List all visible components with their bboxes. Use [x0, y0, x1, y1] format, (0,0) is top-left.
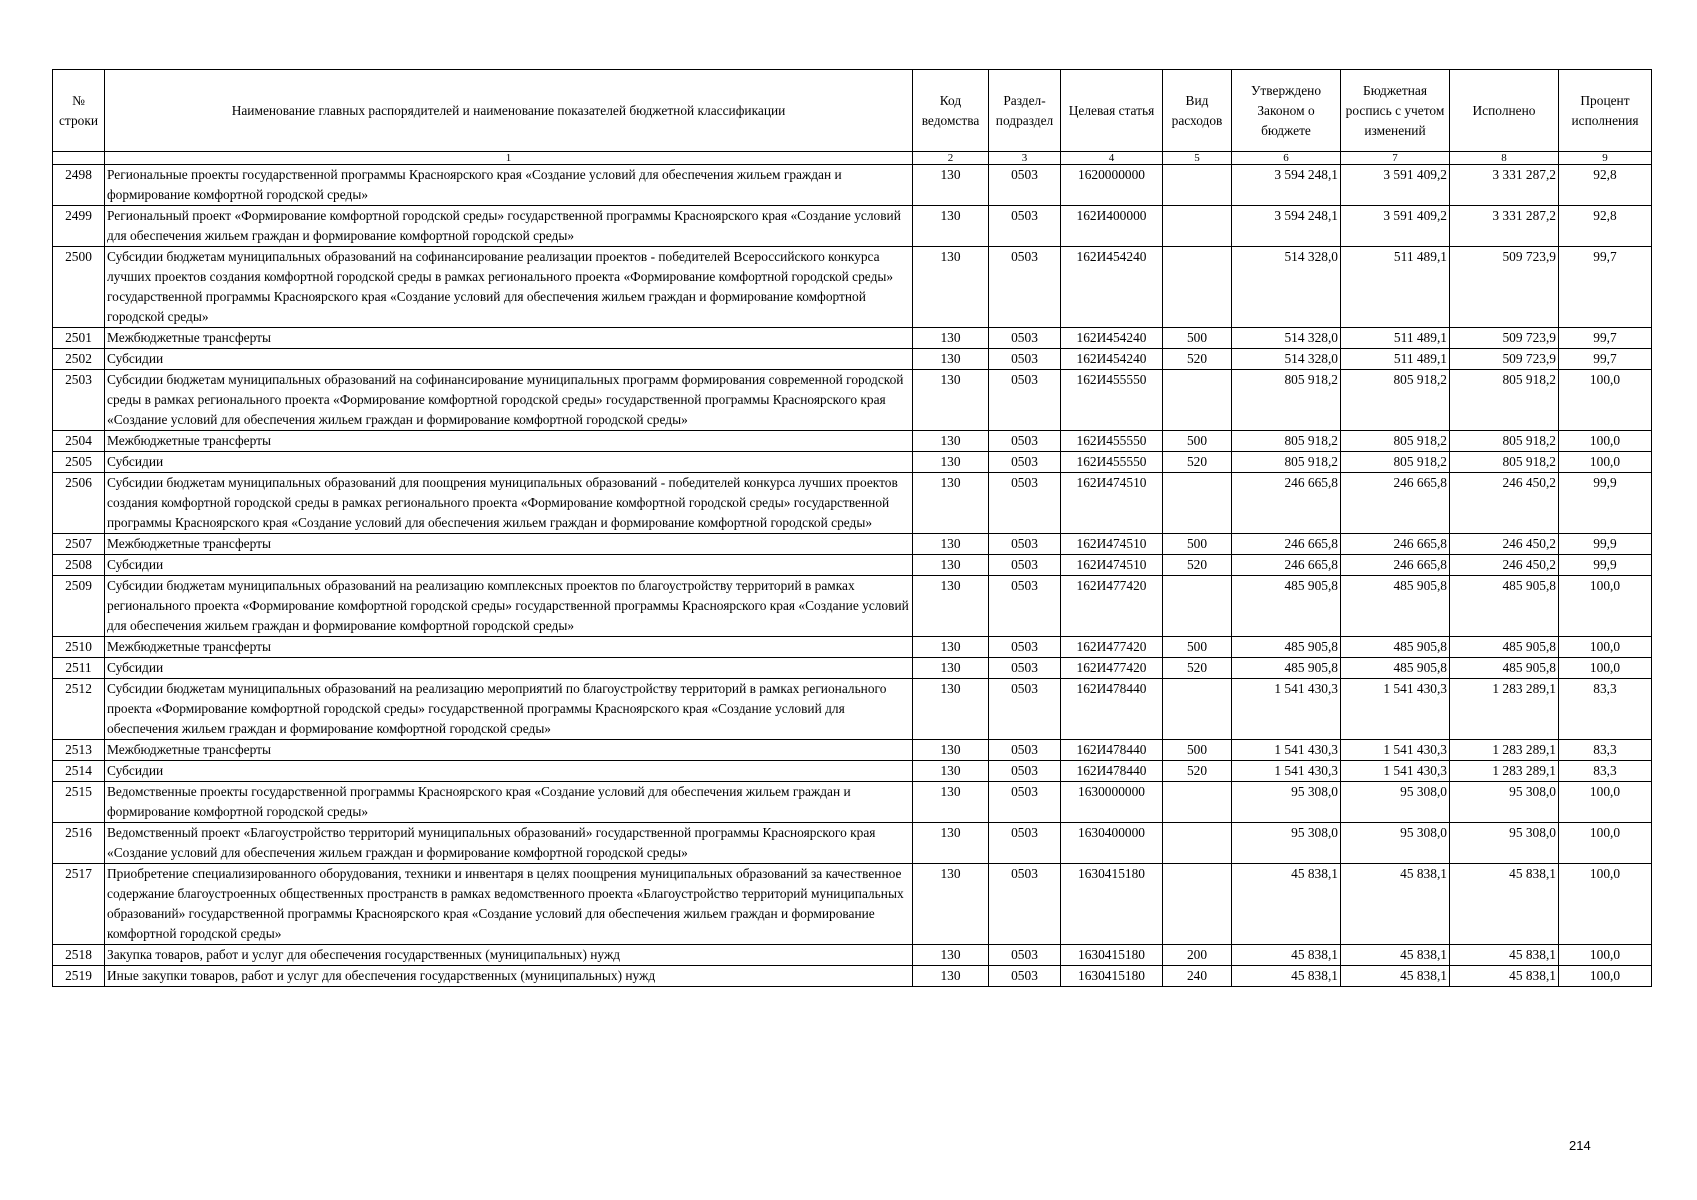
header-dept-code: Код ведомства	[913, 70, 989, 152]
approved-cell: 3 594 248,1	[1232, 206, 1341, 247]
row-number-cell: 2502	[53, 349, 105, 370]
percent-cell: 100,0	[1559, 370, 1652, 431]
header-expense-type: Вид расходов	[1163, 70, 1232, 152]
row-name-cell: Субсидии бюджетам муниципальных образований на софинансирование реализации проектов - победителей Всероссийского конкурса лучших проектов создания комфортной городской среды в рамках регионального проекта «Формирование комфортной городской среды» государственной программы Красноярского края «Создание условий для обеспечения жильем граждан и формирование комфортной городской среды»	[105, 247, 913, 328]
table-row	[53, 555, 1652, 576]
schedule-cell: 1 541 430,3	[1341, 740, 1450, 761]
row-number-cell: 2506	[53, 473, 105, 534]
table-row	[53, 431, 1652, 452]
percent-cell: 83,3	[1559, 761, 1652, 782]
executed-cell: 485 905,8	[1450, 576, 1559, 637]
header-percent: Процент исполнения	[1559, 70, 1652, 152]
row-number-cell: 2511	[53, 658, 105, 679]
percent-cell: 99,7	[1559, 349, 1652, 370]
schedule-cell: 805 918,2	[1341, 431, 1450, 452]
header-executed: Исполнено	[1450, 70, 1559, 152]
executed-cell: 3 331 287,2	[1450, 165, 1559, 206]
row-name-cell: Субсидии бюджетам муниципальных образований на реализацию комплексных проектов по благоустройству территорий в рамках регионального проекта «Формирование комфортной городской среды» государственной программы Красноярского края «Создание условий для обеспечения жильем граждан и формирование комфортной городской среды»	[105, 576, 913, 637]
section-cell: 0503	[989, 370, 1061, 431]
target-article-cell: 162И400000	[1061, 206, 1163, 247]
table-row	[53, 761, 1652, 782]
target-article-cell: 162И454240	[1061, 247, 1163, 328]
percent-cell: 100,0	[1559, 637, 1652, 658]
approved-cell: 485 905,8	[1232, 658, 1341, 679]
table-row	[53, 576, 1652, 637]
row-number-cell: 2512	[53, 679, 105, 740]
target-article-cell: 162И455550	[1061, 370, 1163, 431]
schedule-cell: 3 591 409,2	[1341, 206, 1450, 247]
table-row	[53, 370, 1652, 431]
row-name-cell: Ведомственный проект «Благоустройство территорий муниципальных образований» государственной программы Красноярского края «Создание условий для обеспечения жильем граждан и формирование комфортной городской среды»	[105, 823, 913, 864]
executed-cell: 805 918,2	[1450, 431, 1559, 452]
schedule-cell: 511 489,1	[1341, 349, 1450, 370]
section-cell: 0503	[989, 637, 1061, 658]
executed-cell: 1 283 289,1	[1450, 761, 1559, 782]
percent-cell: 100,0	[1559, 576, 1652, 637]
row-name-cell: Приобретение специализированного оборудования, техники и инвентаря в целях поощрения муниципальных образований за качественное содержание благоустроенных общественных пространств в рамках ведомственного проекта «Благоустройство территорий муниципальных образований» государственной программы Красноярского края «Создание условий для обеспечения жильем граждан и формирование комфортной городской среды»	[105, 864, 913, 945]
table-row	[53, 658, 1652, 679]
approved-cell: 1 541 430,3	[1232, 740, 1341, 761]
schedule-cell: 511 489,1	[1341, 247, 1450, 328]
table-row	[53, 864, 1652, 945]
expense-type-cell: 520	[1163, 761, 1232, 782]
percent-cell: 92,8	[1559, 206, 1652, 247]
target-article-cell: 162И477420	[1061, 576, 1163, 637]
target-article-cell: 1630400000	[1061, 823, 1163, 864]
table-header	[53, 70, 1652, 165]
target-article-cell: 162И455550	[1061, 452, 1163, 473]
section-cell: 0503	[989, 966, 1061, 987]
percent-cell: 100,0	[1559, 966, 1652, 987]
percent-cell: 100,0	[1559, 658, 1652, 679]
target-article-cell: 162И474510	[1061, 555, 1163, 576]
header-name: Наименование главных распорядителей и наименование показателей бюджетной классификации	[105, 70, 913, 152]
row-number-cell: 2514	[53, 761, 105, 782]
expense-type-cell: 500	[1163, 534, 1232, 555]
schedule-cell: 246 665,8	[1341, 534, 1450, 555]
percent-cell: 99,7	[1559, 328, 1652, 349]
section-cell: 0503	[989, 206, 1061, 247]
col-number	[53, 152, 105, 165]
expense-type-cell	[1163, 370, 1232, 431]
section-cell: 0503	[989, 740, 1061, 761]
executed-cell: 45 838,1	[1450, 945, 1559, 966]
header-row-number: № строки	[53, 70, 105, 152]
approved-cell: 805 918,2	[1232, 370, 1341, 431]
dept-code-cell: 130	[913, 247, 989, 328]
expense-type-cell: 520	[1163, 555, 1232, 576]
table-row	[53, 782, 1652, 823]
schedule-cell: 45 838,1	[1341, 864, 1450, 945]
schedule-cell: 485 905,8	[1341, 637, 1450, 658]
table-row	[53, 473, 1652, 534]
dept-code-cell: 130	[913, 823, 989, 864]
executed-cell: 246 450,2	[1450, 555, 1559, 576]
row-name-cell: Межбюджетные трансферты	[105, 431, 913, 452]
dept-code-cell: 130	[913, 431, 989, 452]
section-cell: 0503	[989, 945, 1061, 966]
table-body	[53, 165, 1652, 987]
approved-cell: 514 328,0	[1232, 349, 1341, 370]
section-cell: 0503	[989, 555, 1061, 576]
row-name-cell: Субсидии	[105, 555, 913, 576]
percent-cell: 100,0	[1559, 431, 1652, 452]
target-article-cell: 1630415180	[1061, 945, 1163, 966]
row-number-cell: 2510	[53, 637, 105, 658]
dept-code-cell: 130	[913, 165, 989, 206]
approved-cell: 514 328,0	[1232, 247, 1341, 328]
row-number-cell: 2507	[53, 534, 105, 555]
executed-cell: 95 308,0	[1450, 782, 1559, 823]
dept-code-cell: 130	[913, 864, 989, 945]
section-cell: 0503	[989, 823, 1061, 864]
row-name-cell: Региональные проекты государственной программы Красноярского края «Создание условий для обеспечения жильем граждан и формирование комфортной городской среды»	[105, 165, 913, 206]
dept-code-cell: 130	[913, 452, 989, 473]
approved-cell: 45 838,1	[1232, 864, 1341, 945]
expense-type-cell	[1163, 782, 1232, 823]
executed-cell: 95 308,0	[1450, 823, 1559, 864]
expense-type-cell	[1163, 473, 1232, 534]
target-article-cell: 162И474510	[1061, 473, 1163, 534]
percent-cell: 83,3	[1559, 740, 1652, 761]
approved-cell: 45 838,1	[1232, 945, 1341, 966]
schedule-cell: 45 838,1	[1341, 945, 1450, 966]
expense-type-cell	[1163, 576, 1232, 637]
target-article-cell: 162И454240	[1061, 349, 1163, 370]
schedule-cell: 1 541 430,3	[1341, 761, 1450, 782]
expense-type-cell: 500	[1163, 328, 1232, 349]
percent-cell: 100,0	[1559, 782, 1652, 823]
approved-cell: 95 308,0	[1232, 782, 1341, 823]
target-article-cell: 162И477420	[1061, 637, 1163, 658]
approved-cell: 3 594 248,1	[1232, 165, 1341, 206]
expense-type-cell	[1163, 679, 1232, 740]
budget-table	[52, 69, 1652, 987]
percent-cell: 99,7	[1559, 247, 1652, 328]
schedule-cell: 3 591 409,2	[1341, 165, 1450, 206]
section-cell: 0503	[989, 576, 1061, 637]
percent-cell: 99,9	[1559, 555, 1652, 576]
header-schedule: Бюджетная роспись с учетом изменений	[1341, 70, 1450, 152]
section-cell: 0503	[989, 761, 1061, 782]
row-number-cell: 2518	[53, 945, 105, 966]
expense-type-cell	[1163, 823, 1232, 864]
row-number-cell: 2516	[53, 823, 105, 864]
expense-type-cell: 500	[1163, 431, 1232, 452]
target-article-cell: 162И454240	[1061, 328, 1163, 349]
dept-code-cell: 130	[913, 206, 989, 247]
approved-cell: 246 665,8	[1232, 555, 1341, 576]
table-row	[53, 165, 1652, 206]
row-name-cell: Субсидии	[105, 349, 913, 370]
row-number-cell: 2515	[53, 782, 105, 823]
target-article-cell: 162И478440	[1061, 761, 1163, 782]
row-name-cell: Субсидии	[105, 452, 913, 473]
expense-type-cell	[1163, 864, 1232, 945]
dept-code-cell: 130	[913, 473, 989, 534]
col-number: 9	[1559, 152, 1652, 165]
target-article-cell: 1620000000	[1061, 165, 1163, 206]
executed-cell: 45 838,1	[1450, 864, 1559, 945]
section-cell: 0503	[989, 452, 1061, 473]
row-number-cell: 2501	[53, 328, 105, 349]
approved-cell: 805 918,2	[1232, 431, 1341, 452]
executed-cell: 246 450,2	[1450, 473, 1559, 534]
dept-code-cell: 130	[913, 782, 989, 823]
dept-code-cell: 130	[913, 328, 989, 349]
percent-cell: 83,3	[1559, 679, 1652, 740]
schedule-cell: 805 918,2	[1341, 370, 1450, 431]
row-number-cell: 2499	[53, 206, 105, 247]
executed-cell: 485 905,8	[1450, 637, 1559, 658]
section-cell: 0503	[989, 247, 1061, 328]
expense-type-cell: 520	[1163, 349, 1232, 370]
approved-cell: 95 308,0	[1232, 823, 1341, 864]
target-article-cell: 162И478440	[1061, 740, 1163, 761]
row-name-cell: Субсидии	[105, 761, 913, 782]
percent-cell: 100,0	[1559, 864, 1652, 945]
col-number: 1	[105, 152, 913, 165]
executed-cell: 509 723,9	[1450, 247, 1559, 328]
table-row	[53, 637, 1652, 658]
section-cell: 0503	[989, 534, 1061, 555]
executed-cell: 805 918,2	[1450, 452, 1559, 473]
row-number-cell: 2509	[53, 576, 105, 637]
approved-cell: 514 328,0	[1232, 328, 1341, 349]
approved-cell: 1 541 430,3	[1232, 679, 1341, 740]
executed-cell: 3 331 287,2	[1450, 206, 1559, 247]
expense-type-cell: 500	[1163, 740, 1232, 761]
table-row	[53, 966, 1652, 987]
target-article-cell: 1630415180	[1061, 966, 1163, 987]
table-row	[53, 823, 1652, 864]
table-row	[53, 534, 1652, 555]
percent-cell: 100,0	[1559, 823, 1652, 864]
schedule-cell: 45 838,1	[1341, 966, 1450, 987]
dept-code-cell: 130	[913, 966, 989, 987]
table-row	[53, 740, 1652, 761]
target-article-cell: 1630000000	[1061, 782, 1163, 823]
schedule-cell: 95 308,0	[1341, 823, 1450, 864]
col-number: 4	[1061, 152, 1163, 165]
row-name-cell: Региональный проект «Формирование комфортной городской среды» государственной программы Красноярского края «Создание условий для обеспечения жильем граждан и формирование комфортной городской среды»	[105, 206, 913, 247]
budget-sheet	[52, 69, 1651, 987]
row-number-cell: 2517	[53, 864, 105, 945]
executed-cell: 1 283 289,1	[1450, 679, 1559, 740]
executed-cell: 509 723,9	[1450, 328, 1559, 349]
section-cell: 0503	[989, 165, 1061, 206]
section-cell: 0503	[989, 328, 1061, 349]
schedule-cell: 485 905,8	[1341, 658, 1450, 679]
dept-code-cell: 130	[913, 349, 989, 370]
dept-code-cell: 130	[913, 740, 989, 761]
header-approved: Утверждено Законом о бюджете	[1232, 70, 1341, 152]
table-row	[53, 206, 1652, 247]
schedule-cell: 246 665,8	[1341, 555, 1450, 576]
executed-cell: 246 450,2	[1450, 534, 1559, 555]
dept-code-cell: 130	[913, 370, 989, 431]
table-row	[53, 452, 1652, 473]
header-section: Раздел-подраздел	[989, 70, 1061, 152]
target-article-cell: 162И455550	[1061, 431, 1163, 452]
dept-code-cell: 130	[913, 637, 989, 658]
dept-code-cell: 130	[913, 555, 989, 576]
executed-cell: 1 283 289,1	[1450, 740, 1559, 761]
header-target-article: Целевая статья	[1061, 70, 1163, 152]
expense-type-cell	[1163, 206, 1232, 247]
col-number: 6	[1232, 152, 1341, 165]
expense-type-cell: 500	[1163, 637, 1232, 658]
table-row	[53, 679, 1652, 740]
page-number: 214	[1569, 1138, 1591, 1153]
row-number-cell: 2500	[53, 247, 105, 328]
schedule-cell: 485 905,8	[1341, 576, 1450, 637]
dept-code-cell: 130	[913, 576, 989, 637]
approved-cell: 485 905,8	[1232, 576, 1341, 637]
target-article-cell: 162И478440	[1061, 679, 1163, 740]
approved-cell: 45 838,1	[1232, 966, 1341, 987]
executed-cell: 485 905,8	[1450, 658, 1559, 679]
approved-cell: 805 918,2	[1232, 452, 1341, 473]
approved-cell: 1 541 430,3	[1232, 761, 1341, 782]
section-cell: 0503	[989, 473, 1061, 534]
dept-code-cell: 130	[913, 679, 989, 740]
percent-cell: 92,8	[1559, 165, 1652, 206]
approved-cell: 485 905,8	[1232, 637, 1341, 658]
column-numbers-row	[53, 152, 1652, 165]
row-number-cell: 2513	[53, 740, 105, 761]
schedule-cell: 805 918,2	[1341, 452, 1450, 473]
row-name-cell: Межбюджетные трансферты	[105, 637, 913, 658]
expense-type-cell: 520	[1163, 658, 1232, 679]
table-row	[53, 328, 1652, 349]
table-row	[53, 247, 1652, 328]
schedule-cell: 95 308,0	[1341, 782, 1450, 823]
schedule-cell: 511 489,1	[1341, 328, 1450, 349]
table-row	[53, 349, 1652, 370]
row-name-cell: Субсидии бюджетам муниципальных образований на софинансирование муниципальных программ формирования современной городской среды в рамках регионального проекта «Формирование комфортной городской среды» государственной программы Красноярского края «Создание условий для обеспечения жильем граждан и формирование комфортной городской среды»	[105, 370, 913, 431]
percent-cell: 99,9	[1559, 534, 1652, 555]
percent-cell: 100,0	[1559, 945, 1652, 966]
executed-cell: 509 723,9	[1450, 349, 1559, 370]
dept-code-cell: 130	[913, 658, 989, 679]
row-number-cell: 2504	[53, 431, 105, 452]
row-number-cell: 2498	[53, 165, 105, 206]
target-article-cell: 1630415180	[1061, 864, 1163, 945]
row-name-cell: Субсидии бюджетам муниципальных образований на реализацию мероприятий по благоустройству территорий в рамках регионального проекта «Формирование комфортной городской среды» государственной программы Красноярского края «Создание условий для обеспечения жильем граждан и формирование комфортной городской среды»	[105, 679, 913, 740]
expense-type-cell: 520	[1163, 452, 1232, 473]
section-cell: 0503	[989, 349, 1061, 370]
expense-type-cell: 200	[1163, 945, 1232, 966]
col-number: 3	[989, 152, 1061, 165]
expense-type-cell: 240	[1163, 966, 1232, 987]
row-name-cell: Субсидии	[105, 658, 913, 679]
section-cell: 0503	[989, 679, 1061, 740]
row-number-cell: 2503	[53, 370, 105, 431]
dept-code-cell: 130	[913, 761, 989, 782]
row-name-cell: Межбюджетные трансферты	[105, 740, 913, 761]
section-cell: 0503	[989, 864, 1061, 945]
dept-code-cell: 130	[913, 945, 989, 966]
row-number-cell: 2519	[53, 966, 105, 987]
executed-cell: 805 918,2	[1450, 370, 1559, 431]
table-row	[53, 945, 1652, 966]
row-name-cell: Иные закупки товаров, работ и услуг для обеспечения государственных (муниципальных) нужд	[105, 966, 913, 987]
row-name-cell: Ведомственные проекты государственной программы Красноярского края «Создание условий для обеспечения жильем граждан и формирование комфортной городской среды»	[105, 782, 913, 823]
section-cell: 0503	[989, 431, 1061, 452]
col-number: 2	[913, 152, 989, 165]
col-number: 7	[1341, 152, 1450, 165]
schedule-cell: 246 665,8	[1341, 473, 1450, 534]
row-name-cell: Субсидии бюджетам муниципальных образований для поощрения муниципальных образований - победителей конкурса лучших проектов создания комфортной городской среды в рамках регионального проекта «Формирование комфортной городской среды» государственной программы Красноярского края «Создание условий для обеспечения жильем граждан и формирование комфортной городской среды»	[105, 473, 913, 534]
row-number-cell: 2505	[53, 452, 105, 473]
approved-cell: 246 665,8	[1232, 534, 1341, 555]
row-name-cell: Межбюджетные трансферты	[105, 534, 913, 555]
section-cell: 0503	[989, 658, 1061, 679]
row-name-cell: Закупка товаров, работ и услуг для обеспечения государственных (муниципальных) нужд	[105, 945, 913, 966]
expense-type-cell	[1163, 247, 1232, 328]
expense-type-cell	[1163, 165, 1232, 206]
percent-cell: 100,0	[1559, 452, 1652, 473]
executed-cell: 45 838,1	[1450, 966, 1559, 987]
schedule-cell: 1 541 430,3	[1341, 679, 1450, 740]
col-number: 8	[1450, 152, 1559, 165]
section-cell: 0503	[989, 782, 1061, 823]
row-name-cell: Межбюджетные трансферты	[105, 328, 913, 349]
target-article-cell: 162И474510	[1061, 534, 1163, 555]
col-number: 5	[1163, 152, 1232, 165]
row-number-cell: 2508	[53, 555, 105, 576]
dept-code-cell: 130	[913, 534, 989, 555]
approved-cell: 246 665,8	[1232, 473, 1341, 534]
percent-cell: 99,9	[1559, 473, 1652, 534]
target-article-cell: 162И477420	[1061, 658, 1163, 679]
